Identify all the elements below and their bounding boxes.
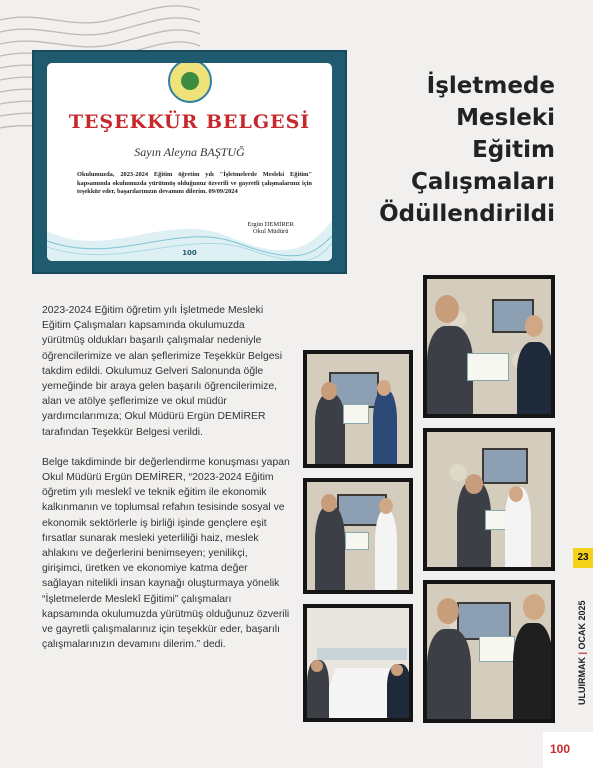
- article-paragraph-2: Belge takdiminde bir değerlendirme konuşması yapan Okul Müdürü Ergün DEMİRER, “2023-2024 Eğitim öğretim yılı meslekî ve teknik eğitim ile ekonomik kalkınmanın ve toplumsal refahın tesisinde sosyal ve ekonomik sektörlerle iş birliği işinde gençlere eşit fırsatlar sunarak mesleki yeterliliği haiz, meslek ahlakını ve değerlerini benimseyen; yenilikçi, girişimci, üretken ve ekonomiye katma değer sağlayan nitelikli insan kaynağı oluşturmaya yönelik “İşletmelerde Meslekî Eğitimi” çalışmaları kapsamında okulumuzda yürütmüş olduğunuz özverili ve gayretli çalışmalarınız için teşekkür eder, başarılı çalışmalarınızın devamını dilerim.” dedi.: [42, 456, 290, 651]
- photo-certificate-award-3: [423, 428, 555, 571]
- issue-separator: |: [577, 649, 587, 657]
- heading-line-2: Mesleki: [456, 105, 555, 131]
- certificate-paper: [47, 63, 332, 261]
- certificate-image: [32, 50, 347, 274]
- anniversary-logo: [543, 732, 593, 768]
- photo-certificate-award-1: [423, 275, 555, 418]
- certificate-recipient: Sayın Aleyna BAŞTUĞ: [134, 145, 245, 159]
- heading-line-4: Çalışmaları: [411, 169, 555, 195]
- issue-date: OCAK 2025: [577, 600, 587, 650]
- photo-certificate-award-5: [423, 580, 555, 723]
- magazine-name: ULUIRMAK: [577, 657, 587, 705]
- article-heading: [379, 70, 555, 230]
- signer-name: Ergün DEMİRER: [247, 221, 294, 228]
- certificate-title: TEŞEKKÜR BELGESİ: [68, 111, 311, 133]
- anniversary-logo-text: 100: [550, 742, 571, 756]
- article-body: [42, 303, 290, 667]
- certificate-body: Okulumuzda, 2023-2024 Eğitim öğretim yılı "İşletmelerde Mesleki Eğitim" kapsamında okulumuzda yürütmüş olduğunuz özverili ve gayretli çalışmalarınız için teşekkür eder, başarılarınızın devamını dilerim. 09/09/2024: [77, 171, 312, 196]
- issue-label: [577, 600, 587, 705]
- heading-line-5: Ödüllendirildi: [379, 201, 555, 227]
- certificate-footer-mark: 100: [182, 249, 197, 257]
- photo-certificate-award-4: [303, 478, 413, 594]
- photo-certificate-award-2: [303, 350, 413, 468]
- article-paragraph-1: 2023-2024 Eğitim öğretim yılı İşletmede Mesleki Eğitim Çalışmaları kapsamında okulumuzda yürütmüş oldukları başarılı çalışmalar nedeniyle öğrencilerimize ve alan şeflerimize Teşekkür Belgesi takdim edildi. Okulumuz Gelveri Salonunda öğle yemeğinde bir araya gelen başarılı öğrencilerimize, alan ve atölye şeflerimize ve okul müdür yardımcılarımıza; Okul Müdürü Ergün DEMİRER tarafından Teşekkür Belgesi verildi.: [42, 305, 283, 438]
- school-logo-icon: [168, 63, 212, 103]
- heading-line-3: Eğitim: [472, 137, 555, 163]
- photo-dining-hall: [303, 604, 413, 722]
- heading-line-1: İşletmede: [426, 73, 555, 99]
- page-number: 23: [573, 548, 593, 568]
- signer-title: Okul Müdürü: [252, 228, 289, 235]
